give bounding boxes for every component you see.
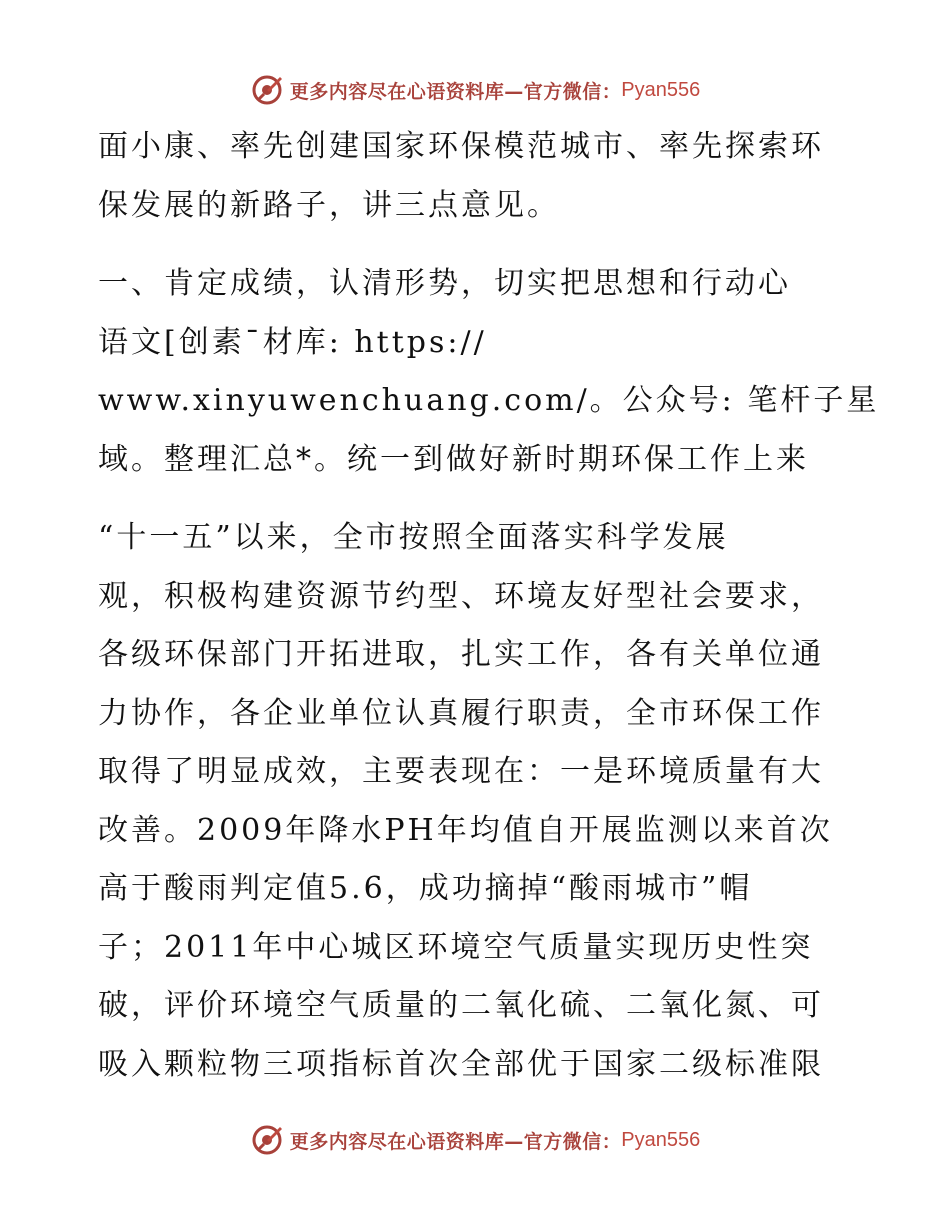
text-line: 各级环保部门开拓进取，扎实工作，各有关单位通 xyxy=(98,637,824,672)
text-line: 改善。2009年降水PH年均值自开展监测以来首次 xyxy=(98,812,833,848)
text-line: 一、肯定成绩，认清形势，切实把思想和行动心 xyxy=(98,266,791,301)
text-line: 语文[创素¯材库: https:// xyxy=(98,324,487,360)
footer-wechat-id: Pyan556 xyxy=(621,1128,701,1151)
text-line: 子；2011年中心城区环境空气质量实现历史性突 xyxy=(98,929,814,965)
header-banner-text: 更多内容尽在心语资料库—官方微信： xyxy=(289,80,622,103)
footer-banner-text: 更多内容尽在心语资料库—官方微信： xyxy=(289,1130,622,1153)
text-line: 保发展的新路子，讲三点意见。 xyxy=(98,187,560,223)
paragraph-3 xyxy=(98,509,858,1094)
text-line: 高于酸雨判定值5.6，成功摘掉“酸雨城市”帽 xyxy=(98,871,753,906)
text-line: www.xinyuwenchuang.com/。公众号: 笔杆子星 xyxy=(98,383,880,418)
header-wechat-id: Pyan556 xyxy=(621,78,701,101)
document-body xyxy=(98,118,880,1094)
header-banner xyxy=(0,70,950,110)
pen-logo-icon xyxy=(250,1123,284,1157)
paragraph-1 xyxy=(98,118,858,235)
paragraph-2 xyxy=(98,255,880,489)
footer-banner xyxy=(0,1120,950,1160)
text-line: 吸入颗粒物三项指标首次全部优于国家二级标准限 xyxy=(98,1046,824,1082)
pen-logo-icon xyxy=(250,73,284,107)
text-line: 力协作，各企业单位认真履行职责，全市环保工作 xyxy=(98,695,824,731)
text-line: 取得了明显成效，主要表现在：一是环境质量有大 xyxy=(98,754,824,789)
text-line: “十一五”以来，全市按照全面落实科学发展 xyxy=(98,520,729,555)
text-line: 破，评价环境空气质量的二氧化硫、二氧化氮、可 xyxy=(98,988,824,1023)
text-line: 域。整理汇总*。统一到做好新时期环保工作上来 xyxy=(98,441,809,477)
text-line: 观，积极构建资源节约型、环境友好型社会要求， xyxy=(98,578,824,614)
text-line: 面小康、率先创建国家环保模范城市、率先探索环 xyxy=(98,129,824,164)
